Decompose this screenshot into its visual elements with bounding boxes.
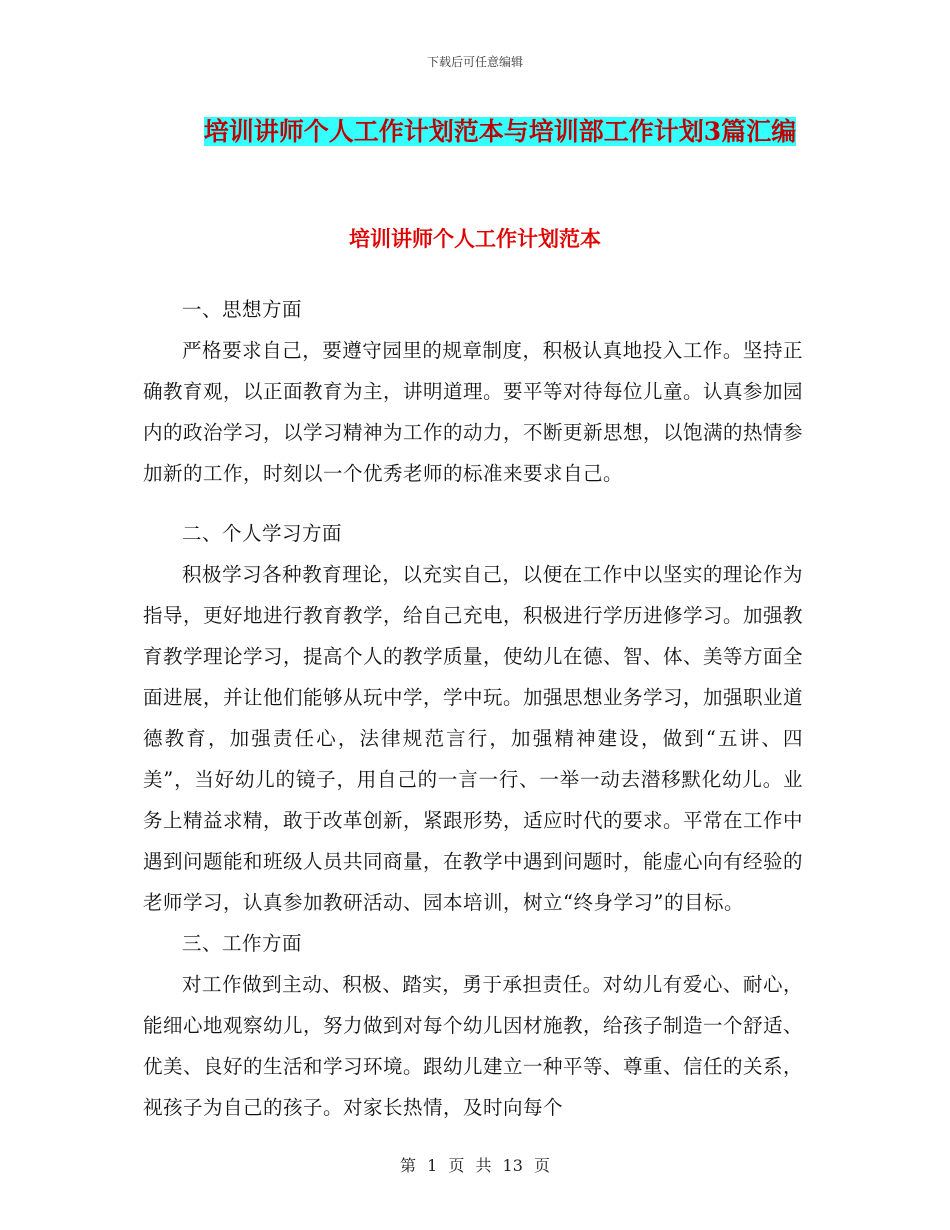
page-footer: 第 1 页 共 13 页 (400, 1156, 550, 1175)
section-paragraph: 对工作做到主动、积极、踏实，勇于承担责任。对幼儿有爱心、耐心，能细心地观察幼儿，努力做到对每个幼儿因材施教，给孩子制造一个舒适、优美、良好的生活和学习环境。跟幼儿建立一种平等、尊重、信任的关系，视孩子为自己的孩子。对家长热情，及时向每个 (143, 973, 804, 1119)
section-heading: 二、个人学习方面 (182, 522, 343, 545)
document-title (150, 108, 850, 156)
section-paragraph: 积极学习各种教育理论，以充实自己，以便在工作中以坚实的理论作为指导，更好地进行教育教学，给自己充电，积极进行学历进修学习。加强教育教学理论学习，提高个人的教学质量，使幼儿在德、智、体、美等方面全面进展，并让他们能够从玩中学，学中玩。加强思想业务学习，加强职业道德教育，加强责任心，法律规范言行，加强精神建设，做到“五讲、四美”，当好幼儿的镜子，用自己的一言一行、一举一动去潜移默化幼儿。业务上精益求精，敢于改革创新，紧跟形势，适应时代的要求。平常在工作中遇到问题能和班级人员共同商量，在教学中遇到问题时，能虚心向有经验的老师学习，认真参加教研活动、园本培训，树立“终身学习”的目标。 (143, 563, 804, 914)
paragraph-spacer (143, 494, 803, 513)
document-title-text: 培训讲师个人工作计划范本与培训部工作计划3篇汇编 (203, 117, 797, 146)
section-heading: 三、工作方面 (182, 932, 303, 955)
header-note: 下载后可任意编辑 (426, 55, 523, 69)
section-title: 培训讲师个人工作计划范本 (349, 226, 601, 251)
document-body (143, 289, 803, 1128)
section-paragraph: 严格要求自己，要遵守园里的规章制度，积极认真地投入工作。坚持正确教育观，以正面教育为主，讲明道理。要平等对待每位儿童。认真参加园内的政治学习，以学习精神为工作的动力，不断更新思想，以饱满的热情参加新的工作，时刻以一个优秀老师的标准来要求自己。 (143, 339, 804, 485)
section-heading: 一、思想方面 (182, 298, 303, 321)
